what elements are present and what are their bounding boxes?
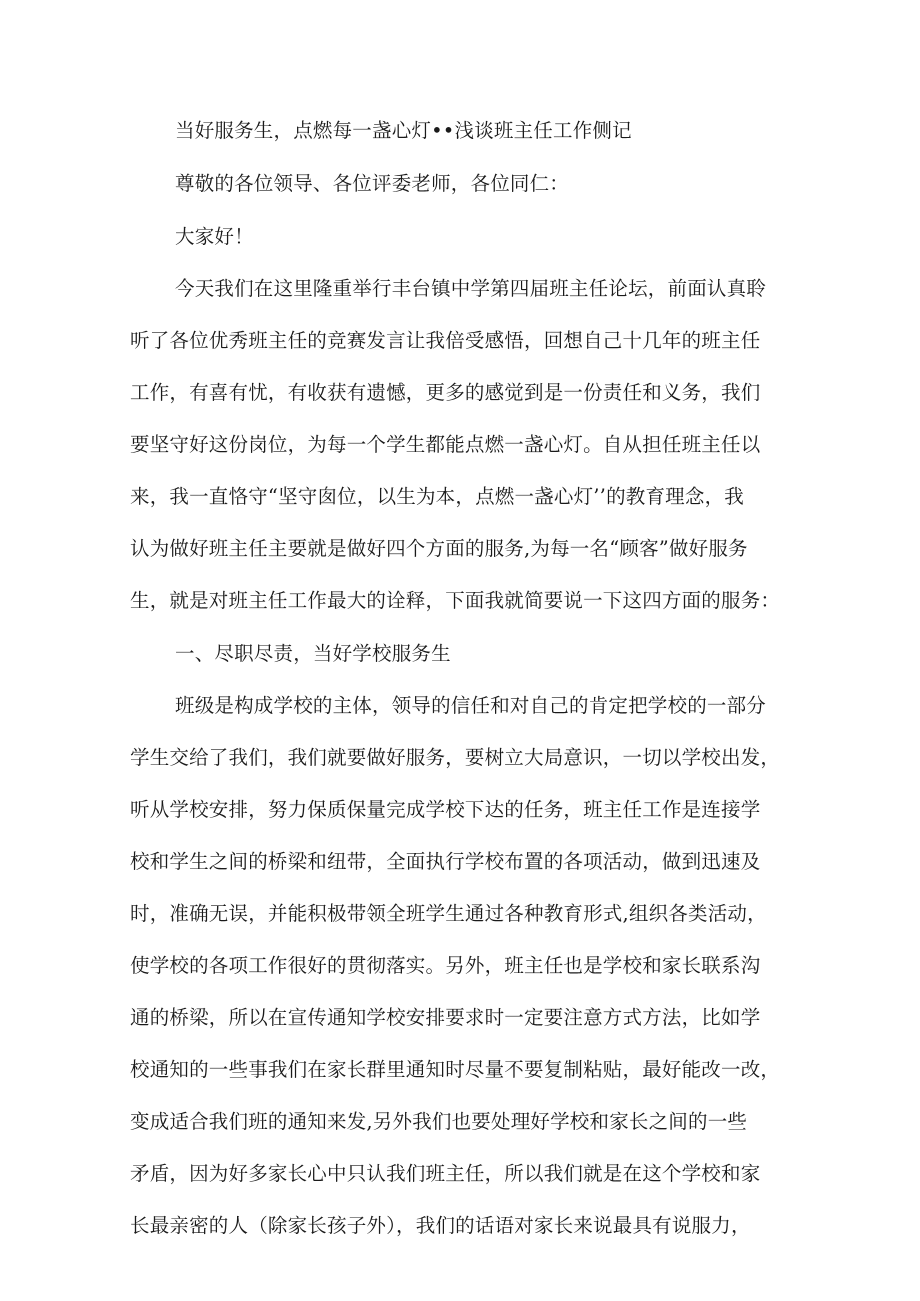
paragraph-line: 工作，有喜有忧，有收获有遗憾，更多的感觉到是一份责任和义务，我们	[130, 381, 761, 404]
paragraph-line: 班级是构成学校的主体，领导的信任和对自己的肯定把学校的一部分	[175, 694, 767, 717]
paragraph-line: 时，准确无误，并能积极带领全班学生通过各种教育形式,组织各类活动，	[130, 902, 767, 925]
paragraph-line: 来，我一直恪守“坚守囱位，以生为本，点燃一盏心灯’’的教育理念，我	[130, 485, 744, 508]
section-heading: 一、尽职尽责，当好学校服务生	[175, 642, 451, 665]
paragraph-line: 使学校的各项工作很好的贯彻落实。另外，班主任也是学校和家长联系沟	[130, 954, 761, 977]
paragraph-line: 长最亲密的人（除家长孩子外），我们的话语对家长来说最具有说服力，	[130, 1214, 751, 1237]
paragraph-line: 今天我们在这里隆重举行丰台镇中学第四届班主任论坛，前面认真聆	[175, 277, 767, 300]
document-title: 当好服务生，点燃每一盏心灯••浅谈班主任工作侧记	[175, 119, 632, 142]
salutation: 尊敬的各位领导、各位评委老师，各位同仁：	[175, 172, 570, 195]
paragraph-line: 矛盾，因为好多家长心中只认我们班主任，所以我们就是在这个学校和家	[130, 1162, 761, 1185]
paragraph-line: 听了各位优秀班主任的竞赛发言让我倍受感悟，回想自己十几年的班主任	[130, 329, 761, 352]
paragraph-line: 通的桥梁，所以在宣传通知学校安排要求时一定要注意方式方法，比如学	[130, 1006, 761, 1029]
paragraph-line: 变成适合我们班的通知来发,另外我们也要处理好学校和家长之间的一些	[130, 1110, 748, 1133]
paragraph-line: 要坚守好这份岗位，为每一个学生都能点燃一盏心灯。自从担任班主任以	[130, 433, 761, 456]
paragraph-line: 校通知的一些事我们在家长群里通知时尽量不要复制粘贴，最好能改一改，	[130, 1058, 781, 1081]
paragraph-line: 校和学生之间的桥梁和纽带，全面执行学校布置的各项活动，做到迅速及	[130, 850, 761, 873]
greeting: 大家好！	[175, 225, 254, 248]
paragraph-line: 生，就是对班主任工作最大的诠释，下面我就简要说一下这四方面的服务：	[130, 589, 781, 612]
paragraph-line: 认为做好班主任主要就是做好四个方面的服务,为每一名“顾客”做好服务	[130, 537, 748, 560]
paragraph-line: 学生交给了我们，我们就要做好服务，要树立大局意识，一切以学校出发，	[130, 746, 781, 769]
paragraph-line: 听从学校安排，努力保质保量完成学校下达的任务，班主任工作是连接学	[130, 798, 761, 821]
